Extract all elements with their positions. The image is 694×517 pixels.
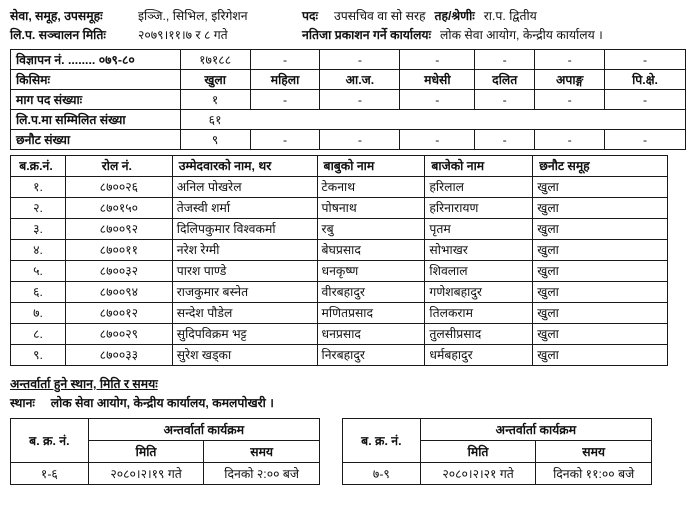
vacancy-summary-cell: दलित xyxy=(475,70,535,90)
vacancy-summary-body xyxy=(11,50,686,150)
schedule-1-col-header-time: समय xyxy=(204,441,320,463)
post-value: उपसचिव वा सो सरह xyxy=(334,9,426,23)
vacancy-summary-cell: पि.क्षे. xyxy=(605,70,686,90)
schedule-1-body xyxy=(11,419,320,485)
vacancy-summary-cell: - xyxy=(250,90,320,110)
col-header-group: छनौट समूह xyxy=(533,156,668,177)
service-label: सेवा, समूह, उपसमूहः xyxy=(10,9,103,23)
candidate-grandfather-name: हरिनारायण xyxy=(425,198,533,219)
col-header-name: उम्मेदवारको नाम, थर xyxy=(172,156,317,177)
candidate-serial: ३. xyxy=(11,219,66,240)
schedule-1-col-header-program: अन्तर्वार्ता कार्यक्रम xyxy=(88,419,319,441)
candidate-roll-number: ८७००२६ xyxy=(65,177,172,198)
schedule-2-col-header-time: समय xyxy=(536,441,652,463)
vacancy-summary-cell: - xyxy=(535,50,605,70)
candidate-roll-number: ८७०१५० xyxy=(65,198,172,219)
candidate-roll-number: ८७००३३ xyxy=(65,345,172,366)
table-row xyxy=(11,345,668,366)
candidate-serial: ९. xyxy=(11,345,66,366)
vacancy-summary-cell: मधेसी xyxy=(400,70,475,90)
schedule-2-body xyxy=(343,419,652,485)
service-value: इञ्जि., सिभिल, इरिगेशन xyxy=(138,9,248,23)
vacancy-summary-row xyxy=(11,110,686,130)
candidate-father-name: मणितप्रसाद xyxy=(317,303,425,324)
candidate-table-body xyxy=(11,177,668,366)
vacancy-summary-cell: - xyxy=(605,50,686,70)
candidate-father-name: रबु xyxy=(317,219,425,240)
candidate-father-name: टेकनाथ xyxy=(317,177,425,198)
schedule-2-time-value: दिनको ११:०० बजे xyxy=(536,463,652,485)
vacancy-summary-cell: - xyxy=(400,90,475,110)
candidate-serial: ४. xyxy=(11,240,66,261)
candidate-selection-group: खुला xyxy=(533,345,668,366)
vacancy-summary-cell: - xyxy=(250,130,320,150)
schedule-2-header-row-1 xyxy=(343,419,652,441)
candidate-father-name: धनकृष्ण xyxy=(317,261,425,282)
post-label: पदः xyxy=(302,9,318,23)
vacancy-summary-row-label: माग पद संख्याः xyxy=(11,90,181,110)
vacancy-summary-cell: - xyxy=(535,130,605,150)
header-row-2 xyxy=(10,26,684,45)
candidate-selection-group: खुला xyxy=(533,219,668,240)
candidate-roll-number: ८७००९४ xyxy=(65,282,172,303)
candidate-header-row xyxy=(11,156,668,177)
candidate-grandfather-name: हरिलाल xyxy=(425,177,533,198)
vacancy-summary-cell: अपाङ्ग xyxy=(535,70,605,90)
candidate-name: नरेश रेग्मी xyxy=(172,240,317,261)
candidate-roll-number: ८७००१२ xyxy=(65,303,172,324)
interview-title: अन्तर्वार्ता हुने स्थान, मिति र समयः xyxy=(10,377,158,391)
interview-info-section xyxy=(0,366,694,413)
interview-schedule-table-2 xyxy=(342,418,652,485)
candidate-father-name: निरबहादुर xyxy=(317,345,425,366)
candidate-serial: १. xyxy=(11,177,66,198)
vacancy-summary-cell: - xyxy=(250,50,320,70)
vacancy-summary-row xyxy=(11,130,686,150)
candidate-roll-number: ८७००९२ xyxy=(65,219,172,240)
candidate-list-section xyxy=(0,150,694,366)
vacancy-summary-cell: - xyxy=(320,50,400,70)
publisher-field xyxy=(302,26,603,45)
schedule-2-serial-value: ७-९ xyxy=(343,463,421,485)
schedule-1-header-row-1 xyxy=(11,419,320,441)
candidate-grandfather-name: धर्मबहादुर xyxy=(425,345,533,366)
interview-schedule-section xyxy=(0,413,694,485)
candidate-selection-group: खुला xyxy=(533,198,668,219)
vacancy-summary-cell: - xyxy=(475,50,535,70)
candidate-selection-group: खुला xyxy=(533,261,668,282)
candidate-grandfather-name: सोभाखर xyxy=(425,240,533,261)
exam-date-field xyxy=(10,26,302,45)
candidate-name: सुरेश खड्का xyxy=(172,345,317,366)
vacancy-summary-cell: - xyxy=(320,130,400,150)
vacancy-summary-cell: - xyxy=(400,130,475,150)
vacancy-summary-cell: - xyxy=(535,90,605,110)
vacancy-summary-cell: खुला xyxy=(180,70,250,90)
schedule-2-col-header-program: अन्तर्वार्ता कार्यक्रम xyxy=(420,419,651,441)
vacancy-summary-cell: आ.ज. xyxy=(320,70,400,90)
candidate-name: पारश पाण्डे xyxy=(172,261,317,282)
candidate-selection-group: खुला xyxy=(533,282,668,303)
col-header-grandfather: बाजेको नाम xyxy=(425,156,533,177)
vacancy-summary-row-label: विज्ञापन नं. ........ ०७९-८० xyxy=(11,50,181,70)
candidate-name: तेजस्वी शर्मा xyxy=(172,198,317,219)
table-row xyxy=(11,198,668,219)
vacancy-summary-cell: १७१८८ xyxy=(180,50,250,70)
candidate-grandfather-name: शिवलाल xyxy=(425,261,533,282)
vacancy-summary-cell: - xyxy=(400,50,475,70)
table-row xyxy=(11,261,668,282)
interview-place-line xyxy=(10,394,694,413)
vacancy-summary-row xyxy=(11,70,686,90)
vacancy-summary-row-label: छनौट संख्या xyxy=(11,130,181,150)
vacancy-summary-row-label: लि.प.मा सम्मिलित संख्या xyxy=(11,110,181,130)
schedule-2-col-header-serial: ब. क्र. नं. xyxy=(343,419,421,463)
candidate-grandfather-name: तुलसीप्रसाद xyxy=(425,324,533,345)
publisher-value: लोक सेवा आयोग, केन्द्रीय कार्यालय । xyxy=(440,28,603,42)
vacancy-summary-cell: ९ xyxy=(180,130,250,150)
vacancy-summary-cell: - xyxy=(605,90,686,110)
vacancy-summary-row xyxy=(11,90,686,110)
vacancy-summary-cell: ६१ xyxy=(180,110,685,130)
schedule-2-date-value: २०८०।२।२१ गते xyxy=(420,463,536,485)
vacancy-summary-row xyxy=(11,50,686,70)
vacancy-summary-cell: - xyxy=(475,130,535,150)
candidate-serial: ७. xyxy=(11,303,66,324)
exam-date-label: लि.प. सञ्चालन मितिः xyxy=(10,28,106,42)
col-header-serial: ब.क्र.नं. xyxy=(11,156,66,177)
candidate-roll-number: ८७००२९ xyxy=(65,324,172,345)
candidate-roll-number: ८७००३२ xyxy=(65,261,172,282)
table-row xyxy=(11,303,668,324)
table-row xyxy=(11,324,668,345)
table-row xyxy=(11,240,668,261)
interview-place-label: स्थानः xyxy=(10,396,35,410)
vacancy-summary-cell: - xyxy=(605,130,686,150)
schedule-2-data-row xyxy=(343,463,652,485)
schedule-1-col-header-date: मिति xyxy=(88,441,204,463)
candidate-list-table xyxy=(10,155,668,366)
candidate-father-name: धनप्रसाद xyxy=(317,324,425,345)
notice-header xyxy=(0,0,694,45)
level-value: रा.प. द्वितीय xyxy=(483,9,537,23)
vacancy-summary-cell: - xyxy=(475,90,535,110)
col-header-roll: रोल नं. xyxy=(65,156,172,177)
candidate-selection-group: खुला xyxy=(533,324,668,345)
header-row-1 xyxy=(10,7,684,26)
candidate-name: सन्देश पौडेल xyxy=(172,303,317,324)
service-field xyxy=(10,7,302,26)
candidate-name: अनिल पोखरेल xyxy=(172,177,317,198)
candidate-selection-group: खुला xyxy=(533,177,668,198)
candidate-father-name: बेघप्रसाद xyxy=(317,240,425,261)
schedule-1-col-header-serial: ब. क्र. नं. xyxy=(11,419,89,463)
col-header-father: बाबुको नाम xyxy=(317,156,425,177)
candidate-serial: ६. xyxy=(11,282,66,303)
level-label: तह/श्रेणीः xyxy=(434,9,475,23)
vacancy-summary-row-label: किसिमः xyxy=(11,70,181,90)
candidate-grandfather-name: गणेशबहादुर xyxy=(425,282,533,303)
vacancy-summary-cell: महिला xyxy=(250,70,320,90)
candidate-name: दिलिपकुमार विश्वकर्मा xyxy=(172,219,317,240)
candidate-father-name: वीरबहादुर xyxy=(317,282,425,303)
publisher-label: नतिजा प्रकाशन गर्ने कार्यालयः xyxy=(302,28,432,42)
schedule-2-col-header-date: मिति xyxy=(420,441,536,463)
candidate-table-head xyxy=(11,156,668,177)
table-row xyxy=(11,177,668,198)
vacancy-summary-section xyxy=(0,45,694,150)
candidate-serial: ८. xyxy=(11,324,66,345)
candidate-roll-number: ८७००११ xyxy=(65,240,172,261)
table-row xyxy=(11,282,668,303)
schedule-1-date-value: २०८०।२।१९ गते xyxy=(88,463,204,485)
interview-heading-line xyxy=(10,375,694,394)
exam-date-value: २०७९।११।७ र ८ गते xyxy=(138,28,228,42)
vacancy-summary-cell: १ xyxy=(180,90,250,110)
schedule-1-time-value: दिनको २:०० बजे xyxy=(204,463,320,485)
candidate-father-name: पोषनाथ xyxy=(317,198,425,219)
candidate-selection-group: खुला xyxy=(533,303,668,324)
schedule-1-serial-value: १-६ xyxy=(11,463,89,485)
candidate-serial: २. xyxy=(11,198,66,219)
candidate-grandfather-name: तिलकराम xyxy=(425,303,533,324)
candidate-name: सुदिपविक्रम भट्ट xyxy=(172,324,317,345)
candidate-serial: ५. xyxy=(11,261,66,282)
schedule-1-data-row xyxy=(11,463,320,485)
candidate-grandfather-name: पृतम xyxy=(425,219,533,240)
vacancy-summary-cell: - xyxy=(320,90,400,110)
interview-place-value: लोक सेवा आयोग, केन्द्रीय कार्यालय, कमलपोखरी । xyxy=(50,396,274,410)
table-row xyxy=(11,219,668,240)
candidate-name: राजकुमार बस्नेत xyxy=(172,282,317,303)
post-field xyxy=(302,7,537,26)
interview-schedule-table-1 xyxy=(10,418,320,485)
candidate-selection-group: खुला xyxy=(533,240,668,261)
vacancy-summary-table xyxy=(10,49,686,150)
